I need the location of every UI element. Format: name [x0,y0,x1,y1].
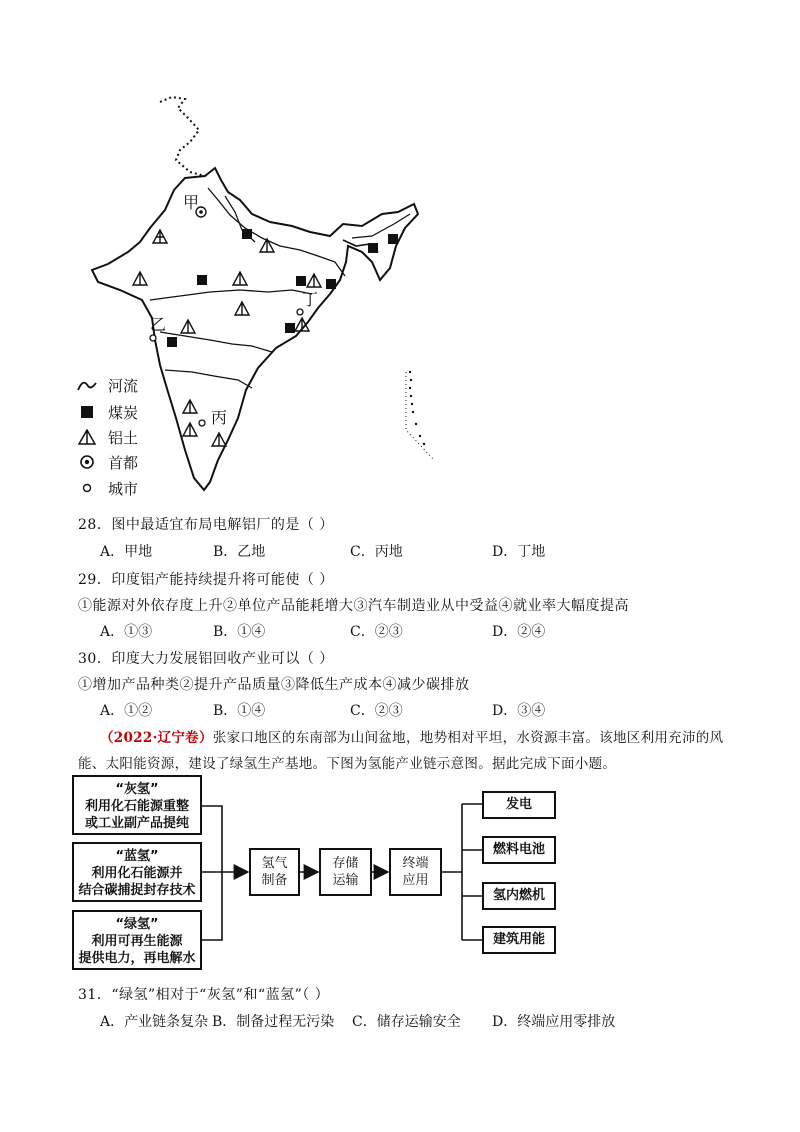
hydrogen-prep-line2: 制备 [261,873,288,888]
app-hydrogen-engine: 氢内燃机 [482,882,556,910]
q31-stem: 31．“绿氢”相对于“灰氢”和“蓝氢”（ ） [78,987,330,1003]
q28-option-c[interactable]: C．丙地 [350,544,403,560]
q29-option-c[interactable]: C．②③ [350,624,403,640]
q31-option-b[interactable]: B．制备过程无污染 [212,1014,335,1030]
andaman-islands [409,371,425,445]
city-marker-bing [199,420,205,426]
blue-hydrogen-box [72,842,202,902]
green-hydrogen-line1: 利用可再生能源 [91,934,183,949]
app-power-generation: 发电 [482,791,556,819]
bauxite-icon [76,426,98,448]
blue-hydrogen-title: “蓝氢” [115,849,159,864]
legend-label: 铝土 [108,428,139,447]
city-icon [76,477,98,499]
app-building-energy: 建筑用能 [482,926,556,954]
legend-river [76,373,138,397]
q30-option-a[interactable]: A．①② [100,703,153,719]
green-hydrogen-title: “绿氢” [115,917,159,932]
coal-marker [326,279,336,289]
northern-border-dotted [160,97,205,176]
q30-option-d[interactable]: D．③④ [492,703,546,719]
q31-option-a[interactable]: A．产业链条复杂 [100,1014,209,1030]
q29-option-d[interactable]: D．②④ [492,624,546,640]
q30-option-b[interactable]: B．①④ [213,703,266,719]
q28-option-d[interactable]: D．丁地 [492,544,546,560]
legend-label: 城市 [108,479,139,498]
source-tag: （2022·辽宁卷） [100,730,213,746]
map-label-yi: 乙 [150,315,167,334]
river-icon [76,374,98,396]
blue-hydrogen-line1: 利用化石能源并 [91,866,183,881]
passage-text-1: 张家口地区的东南部为山间盆地，地势相对平坦，水资源丰富。该地区利用充沛的风 [212,730,724,746]
q30-option-c[interactable]: C．②③ [350,703,403,719]
blue-hydrogen-line2: 结合碳捕捉封存技术 [78,883,196,898]
q29-option-b[interactable]: B．①④ [213,624,266,640]
q29-statements: ①能源对外依存度上升②单位产品能耗增大③汽车制造业从中受益④就业率大幅度提高 [78,598,629,614]
terminal-line1: 终端 [402,856,429,871]
coal-marker [368,243,378,253]
legend-city [76,476,138,500]
hydrogen-prep-box [249,848,300,896]
legend-label: 煤炭 [108,403,139,422]
legend-label: 河流 [108,376,139,395]
sea-boundary [406,372,434,460]
green-hydrogen-line2: 提供电力，再电解水 [78,951,196,966]
storage-line1: 存储 [332,856,359,871]
capital-icon [76,451,98,473]
storage-line2: 运输 [332,873,359,888]
q30-statements: ①增加产品种类②提升产品质量③降低生产成本④减少碳排放 [78,677,470,693]
coal-marker [388,234,398,244]
legend-capital [76,450,138,474]
grey-hydrogen-line1: 利用化石能源重整 [84,799,189,814]
map-label-ding: 丁 [302,290,319,309]
q28-option-a[interactable]: A．甲地 [100,544,153,560]
app-fuel-cell: 燃料电池 [482,836,556,864]
hydrogen-prep-line1: 氢气 [261,856,288,871]
grey-hydrogen-box [72,775,202,835]
coal-marker [242,229,252,239]
grey-hydrogen-title: “灰氢” [115,782,159,797]
coal-icon [76,401,98,423]
coal-marker [197,275,207,285]
q28-option-b[interactable]: B．乙地 [213,544,266,560]
legend-bauxite [76,425,138,449]
coal-marker [167,337,177,347]
passage-line-2: 能、太阳能资源，建设了绿氢生产基地。下图为氢能产业链示意图。据此完成下面小题。 [78,756,617,772]
terminal-application-box [389,848,442,896]
q31-option-d[interactable]: D．终端应用零排放 [492,1014,616,1030]
q30-stem: 30．印度大力发展铝回收产业可以（ ） [78,651,334,667]
green-hydrogen-box [72,910,202,970]
coal-marker [285,323,295,333]
passage-line-1 [100,726,723,746]
legend-label: 首都 [108,453,139,472]
legend-coal [76,400,138,424]
q29-option-a[interactable]: A．①③ [100,624,153,640]
grey-hydrogen-line2: 或工业副产品提纯 [84,816,189,831]
coal-marker [296,276,306,286]
storage-transport-box [319,848,372,896]
map-label-bing: 丙 [211,408,228,427]
india-outline [92,168,418,490]
q31-option-c[interactable]: C．储存运输安全 [352,1014,461,1030]
q28-stem: 28．图中最适宜布局电解铝厂的是（ ） [78,517,334,533]
terminal-line2: 应用 [402,873,429,888]
q29-stem: 29．印度铝产能持续提升将可能使（ ） [78,572,334,588]
map-label-jia: 甲 [183,193,200,212]
city-marker-yi [150,335,156,341]
